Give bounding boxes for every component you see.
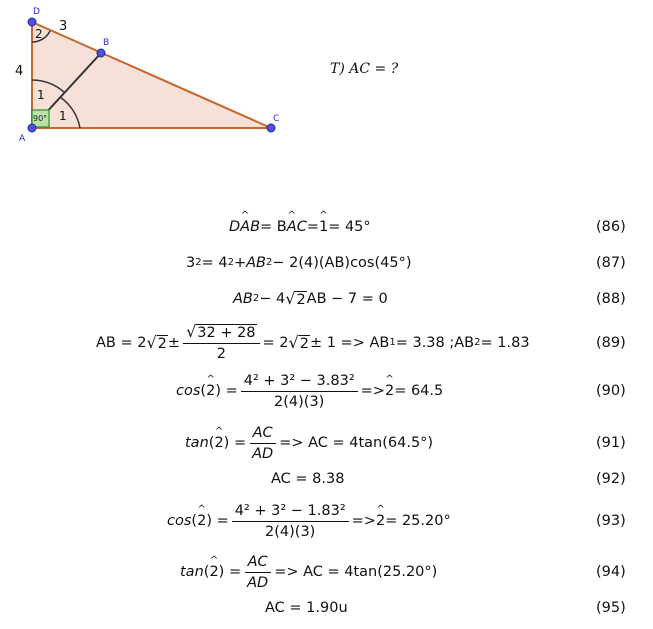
- equation-88-expression: AB 2 − 4 √ 2 AB − 7 = 0: [233, 288, 388, 308]
- equation-number: (92): [596, 471, 626, 487]
- equation-number: (87): [596, 255, 626, 271]
- label-AD-length: 4: [15, 64, 24, 79]
- equation-86-expression: D ^ A B = B ^ A C = ^ 1 = 45°: [229, 212, 371, 242]
- equation-90-expression: cos ( ^ 2 ) = $\frac{\text{4² + 3² − 3.83²}}{2(4)(3)}$ => ^ 2 = 64.5: [176, 368, 443, 414]
- equation-number: (95): [596, 600, 626, 616]
- equation-number: (90): [596, 383, 626, 399]
- equation-87: [0, 248, 653, 278]
- equation-number: (86): [596, 219, 626, 235]
- label-C: C: [273, 114, 280, 124]
- label-angle-D: 2: [35, 27, 43, 41]
- equation-94: [0, 549, 653, 595]
- equation-87-expression: 3 2 = 4 2 + AB 2 − 2(4)(AB)cos(45°): [186, 255, 412, 271]
- label-DB-length: 3: [59, 19, 68, 34]
- question-text: T) AC = ?: [330, 61, 399, 77]
- equation-88: [0, 284, 653, 314]
- label-angle-A-upper: 1: [37, 88, 45, 102]
- equation-number: (88): [596, 291, 626, 307]
- equation-number: (94): [596, 564, 626, 580]
- equation-92: [0, 464, 653, 494]
- label-D: D: [33, 7, 40, 17]
- equation-95: [0, 593, 653, 623]
- point-A: [28, 124, 36, 132]
- equation-90: [0, 368, 653, 414]
- point-B: [97, 49, 105, 57]
- equation-89: [0, 318, 653, 368]
- equation-95-expression: AC = 1.90u: [265, 600, 348, 616]
- equation-89-expression: AB = 2 √ 2 ± √ 32 + 28 2 = 2 √ 2 ± 1 => AB 1 = 3.38 ;AB 2 = 1.83: [96, 321, 530, 362]
- label-B: B: [103, 38, 110, 48]
- label-angle-A-lower: 1: [59, 109, 67, 123]
- label-A: A: [19, 134, 26, 144]
- equation-91-expression: tan ( ^ 2 ) = $\frac{AC}{AD}$ => AC = 4tan(64.5°): [185, 420, 433, 466]
- equation-number: (89): [596, 335, 626, 351]
- equation-93-expression: cos ( ^ 2 ) = $\frac{\text{4² + 3² − 1.83²}}{2(4)(3)}$ => ^ 2 = 25.20°: [167, 498, 451, 544]
- point-C: [267, 124, 275, 132]
- equation-93: [0, 498, 653, 544]
- label-right-angle: 90°: [33, 114, 48, 123]
- equation-92-expression: AC = 8.38: [271, 471, 345, 487]
- equation-86: [0, 212, 653, 242]
- equation-number: (91): [596, 435, 626, 451]
- equation-91: [0, 420, 653, 466]
- equation-94-expression: tan ( ^ 2 ) = $\frac{AC}{AD}$ => AC = 4tan(25.20°): [180, 549, 437, 595]
- triangle-figure: [0, 0, 300, 160]
- equation-number: (93): [596, 513, 626, 529]
- point-D: [28, 18, 36, 26]
